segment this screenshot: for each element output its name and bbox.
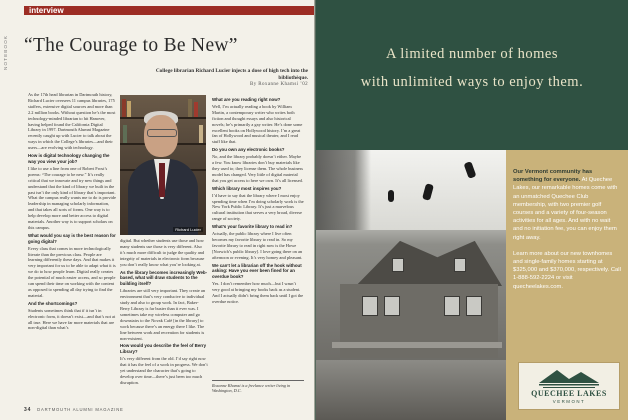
section-tag-label: interview — [29, 6, 64, 15]
ad-contact: Learn more about our new townhomes and single-family homes starting at $325,000 and $370,000, respectively. Call 1-888-592-2224 or visit quecheelakes.com. — [513, 250, 621, 290]
interview-question: Which library most inspires you? — [212, 185, 282, 191]
ad-photo — [316, 150, 506, 420]
ad-copy — [513, 168, 621, 299]
interview-paragraph: Every class that comes in more technologically literate than the previous class. People are learning differently these days. And that makes it very important for us to be able to adapt what it is we do to how people learn. Digital really creates the potential of much easier access, and so people can spend their time on working with the content as opposed to spending all day trying to find the material. — [28, 245, 116, 298]
skier-figure — [388, 190, 394, 202]
advertisement-page — [316, 0, 628, 420]
page-footer — [24, 407, 124, 413]
quechee-lakes-logo — [518, 362, 620, 410]
photo-caption: Richard Lucier — [175, 227, 201, 232]
interview-paragraph: I like to use a line from one of Robert Frost’s poems: “The courage to be new.” It’s really critical that we innovate and try new things and understand that the kind of library we built in the past isn’t the only kind of library that’s important. What the campus really wants me to do is provide leadership in managing scholarly information, and that takes all sorts of forms. One way is to help develop more and better access to digital materials. Another way is to support scholars on this campus. — [28, 165, 116, 230]
author-note: Roxanne Khamsi is a freelance writer living in Washington, D.C. — [212, 380, 304, 394]
ad-lead: Our Vermont community has something for everyone. — [513, 169, 593, 184]
interview-paragraph: I’d have to say that the library where I most enjoy spending time when I’m doing scholarly work is the New York Public Library. It’s just a marvelous cultural institution that serves a very broad, diverse range of society. — [212, 192, 304, 222]
article-column-3 — [212, 95, 304, 395]
section-side-label: NOTEBOOK — [3, 34, 8, 70]
ad-headline-line-1: A limited number of homes — [386, 46, 558, 62]
interview-paragraph: As the 17th head librarian in Dartmouth history, Richard Lucier oversees 11 campus libraries, 175 staffers, extensive digital sources and more than 2.2 million books. Without question he’s the most technology-minded librarian to hit Hanover, having helped found the California Digital Library in 1997. Dartmouth Alumni Magazine recently caught up with Lucier to talk about the ways in which the College’s libraries—and their users—are evolving with technology. — [28, 92, 116, 151]
article-deck: College librarian Richard Lucier injects a dose of high tech into the bibliothèque. — [155, 68, 308, 81]
article-column-1 — [28, 92, 116, 394]
article-headline: “The Courage to Be New” — [24, 35, 238, 56]
article-column-2 — [120, 238, 208, 394]
interview-paragraph: digital. But whether students use those and how many students use those is very different. Also it’s much more difficult to judge the quality and integrity of materials in electronic form because you don’t really know what you’re looking at. — [120, 238, 205, 267]
interview-question: How is digital technology changing the way you view your job? — [28, 153, 110, 164]
logo-subtitle: VERMONT — [552, 399, 586, 404]
interview-paragraph: No, and the library probably doesn’t either. Maybe a few. You know libraries don’t buy materials like they used to; they license them. The whole business model has changed. Very little of digital material that you get access to here we own. It’s all licensed. — [212, 154, 304, 183]
mountain-lake-icon — [537, 367, 601, 389]
interview-paragraph: It’s very different from the old. I’d say right now that it has the feel of a work in progress. We don’t yet understand the character that’s going to develop over time—there’s just been too much disruption. — [120, 356, 208, 385]
interview-question: What are you reading right now? — [212, 97, 281, 102]
logo-name: QUECHEE LAKES — [531, 389, 607, 398]
ad-headline — [316, 40, 628, 96]
page-number: 34 — [24, 407, 32, 413]
interview-question: How would you describe the feel of Berry Library? — [120, 343, 207, 355]
interview-question: We can’t let a librarian off the hook without asking: Have you ever been fined for an overdue book? — [212, 262, 302, 280]
interview-question: As the library becomes increasingly Web-based, what will draw students to the building itself? — [120, 269, 208, 287]
interview-question: What would you say is the best reason for going digital? — [28, 232, 116, 244]
interview-paragraph: Well, I’m actually reading a book by William Martin, a contemporary writer who writes both fiction and thought essays and also historical novels; he’s primarily a gay writer. He’s done some excellent books on Hollywood history. I’m a great fan of Hollywood and musical theater, and I read stuff like that. — [212, 103, 303, 145]
house-illustration — [332, 238, 502, 358]
ad-headline-line-2: with unlimited ways to enjoy them. — [360, 74, 584, 90]
interview-paragraph: Actually, the public library where I live often becomes my favorite library to read in. So my favorite library to read in right now is the Howe [Norwich’s public library]. I love going there on an afternoon or evening. It’s very homey and pleasant. — [212, 231, 303, 260]
interview-paragraph: Yes. I don’t remember how much—but I wasn’t very good at bringing my books back as a student. And I actually didn’t bring them back until I got the overdue notice. — [212, 281, 304, 304]
interview-question: Do you own any electronic books? — [212, 147, 285, 153]
interview-paragraph: Libraries are still very important. They create an environment that’s very conducive to individual study and also to group work. In fact, Baker-Berry Library is far busier than it ever was. I sometimes take my wireless computer and go downstairs to the Novak Café [in the library] to work because there’s an energy there I like. The line between work and recreation for students is non-existent. — [120, 288, 206, 341]
magazine-title: DARTMOUTH ALUMNI MAGAZINE — [37, 407, 124, 412]
portrait-photo — [120, 95, 206, 235]
interview-paragraph: Students sometimes think that if it isn’t in electronic form, it doesn’t exist—and that’s not at all true. Here we have far more materials that are non-digital than what’s — [28, 307, 116, 331]
ad-body: At Quechee Lakes, our remarkable homes come with an unmatched Quechee Club membership, with two premier golf courses and a variety of four-season activities for all ages. And with no wait and no initiation fee, you can enjoy them right away. — [513, 177, 618, 241]
article-byline: By Roxanne Khamsi ’02 — [250, 82, 308, 87]
section-tag — [24, 6, 314, 15]
interview-question: And the shortcomings? — [28, 300, 78, 306]
interview-question: What’s your favorite library to read in? — [212, 224, 293, 230]
